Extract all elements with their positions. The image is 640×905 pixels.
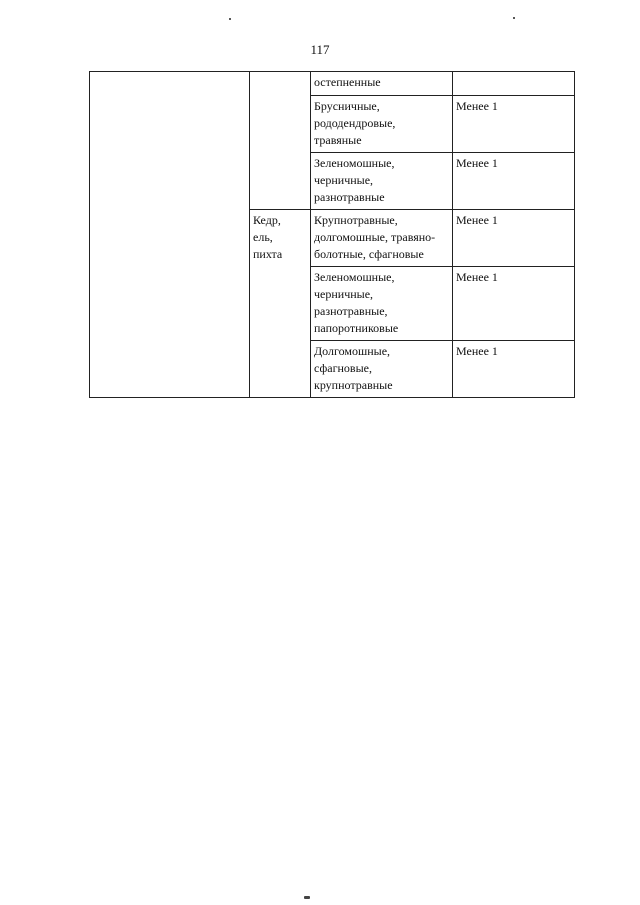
habitat-cell: Крупнотравные, долгомошные, травяно- болотные, сфагновые (311, 210, 453, 267)
value-cell: Менее 1 (453, 96, 575, 153)
value-cell: Менее 1 (453, 153, 575, 210)
category-cell (90, 72, 250, 398)
value-cell: Менее 1 (453, 341, 575, 398)
table-row (90, 72, 575, 96)
species-cell: Кедр, ель, пихта (250, 210, 311, 398)
habitat-cell: Зеленомошные, черничные, разнотравные, папоротниковые (311, 267, 453, 341)
value-cell: Менее 1 (453, 210, 575, 267)
scan-speck (229, 18, 231, 20)
page-number: 117 (310, 42, 330, 57)
value-cell: Менее 1 (453, 267, 575, 341)
scan-speck (304, 896, 310, 899)
habitat-cell: остепненные (311, 72, 453, 96)
scan-speck (513, 17, 515, 19)
habitat-cell: Долгомошные, сфагновые, крупнотравные (311, 341, 453, 398)
habitat-cell: Брусничные, рододендровые, травяные (311, 96, 453, 153)
value-cell (453, 72, 575, 96)
habitat-cell: Зеленомошные, черничные, разнотравные (311, 153, 453, 210)
data-table (89, 71, 575, 398)
species-cell-empty (250, 72, 311, 210)
